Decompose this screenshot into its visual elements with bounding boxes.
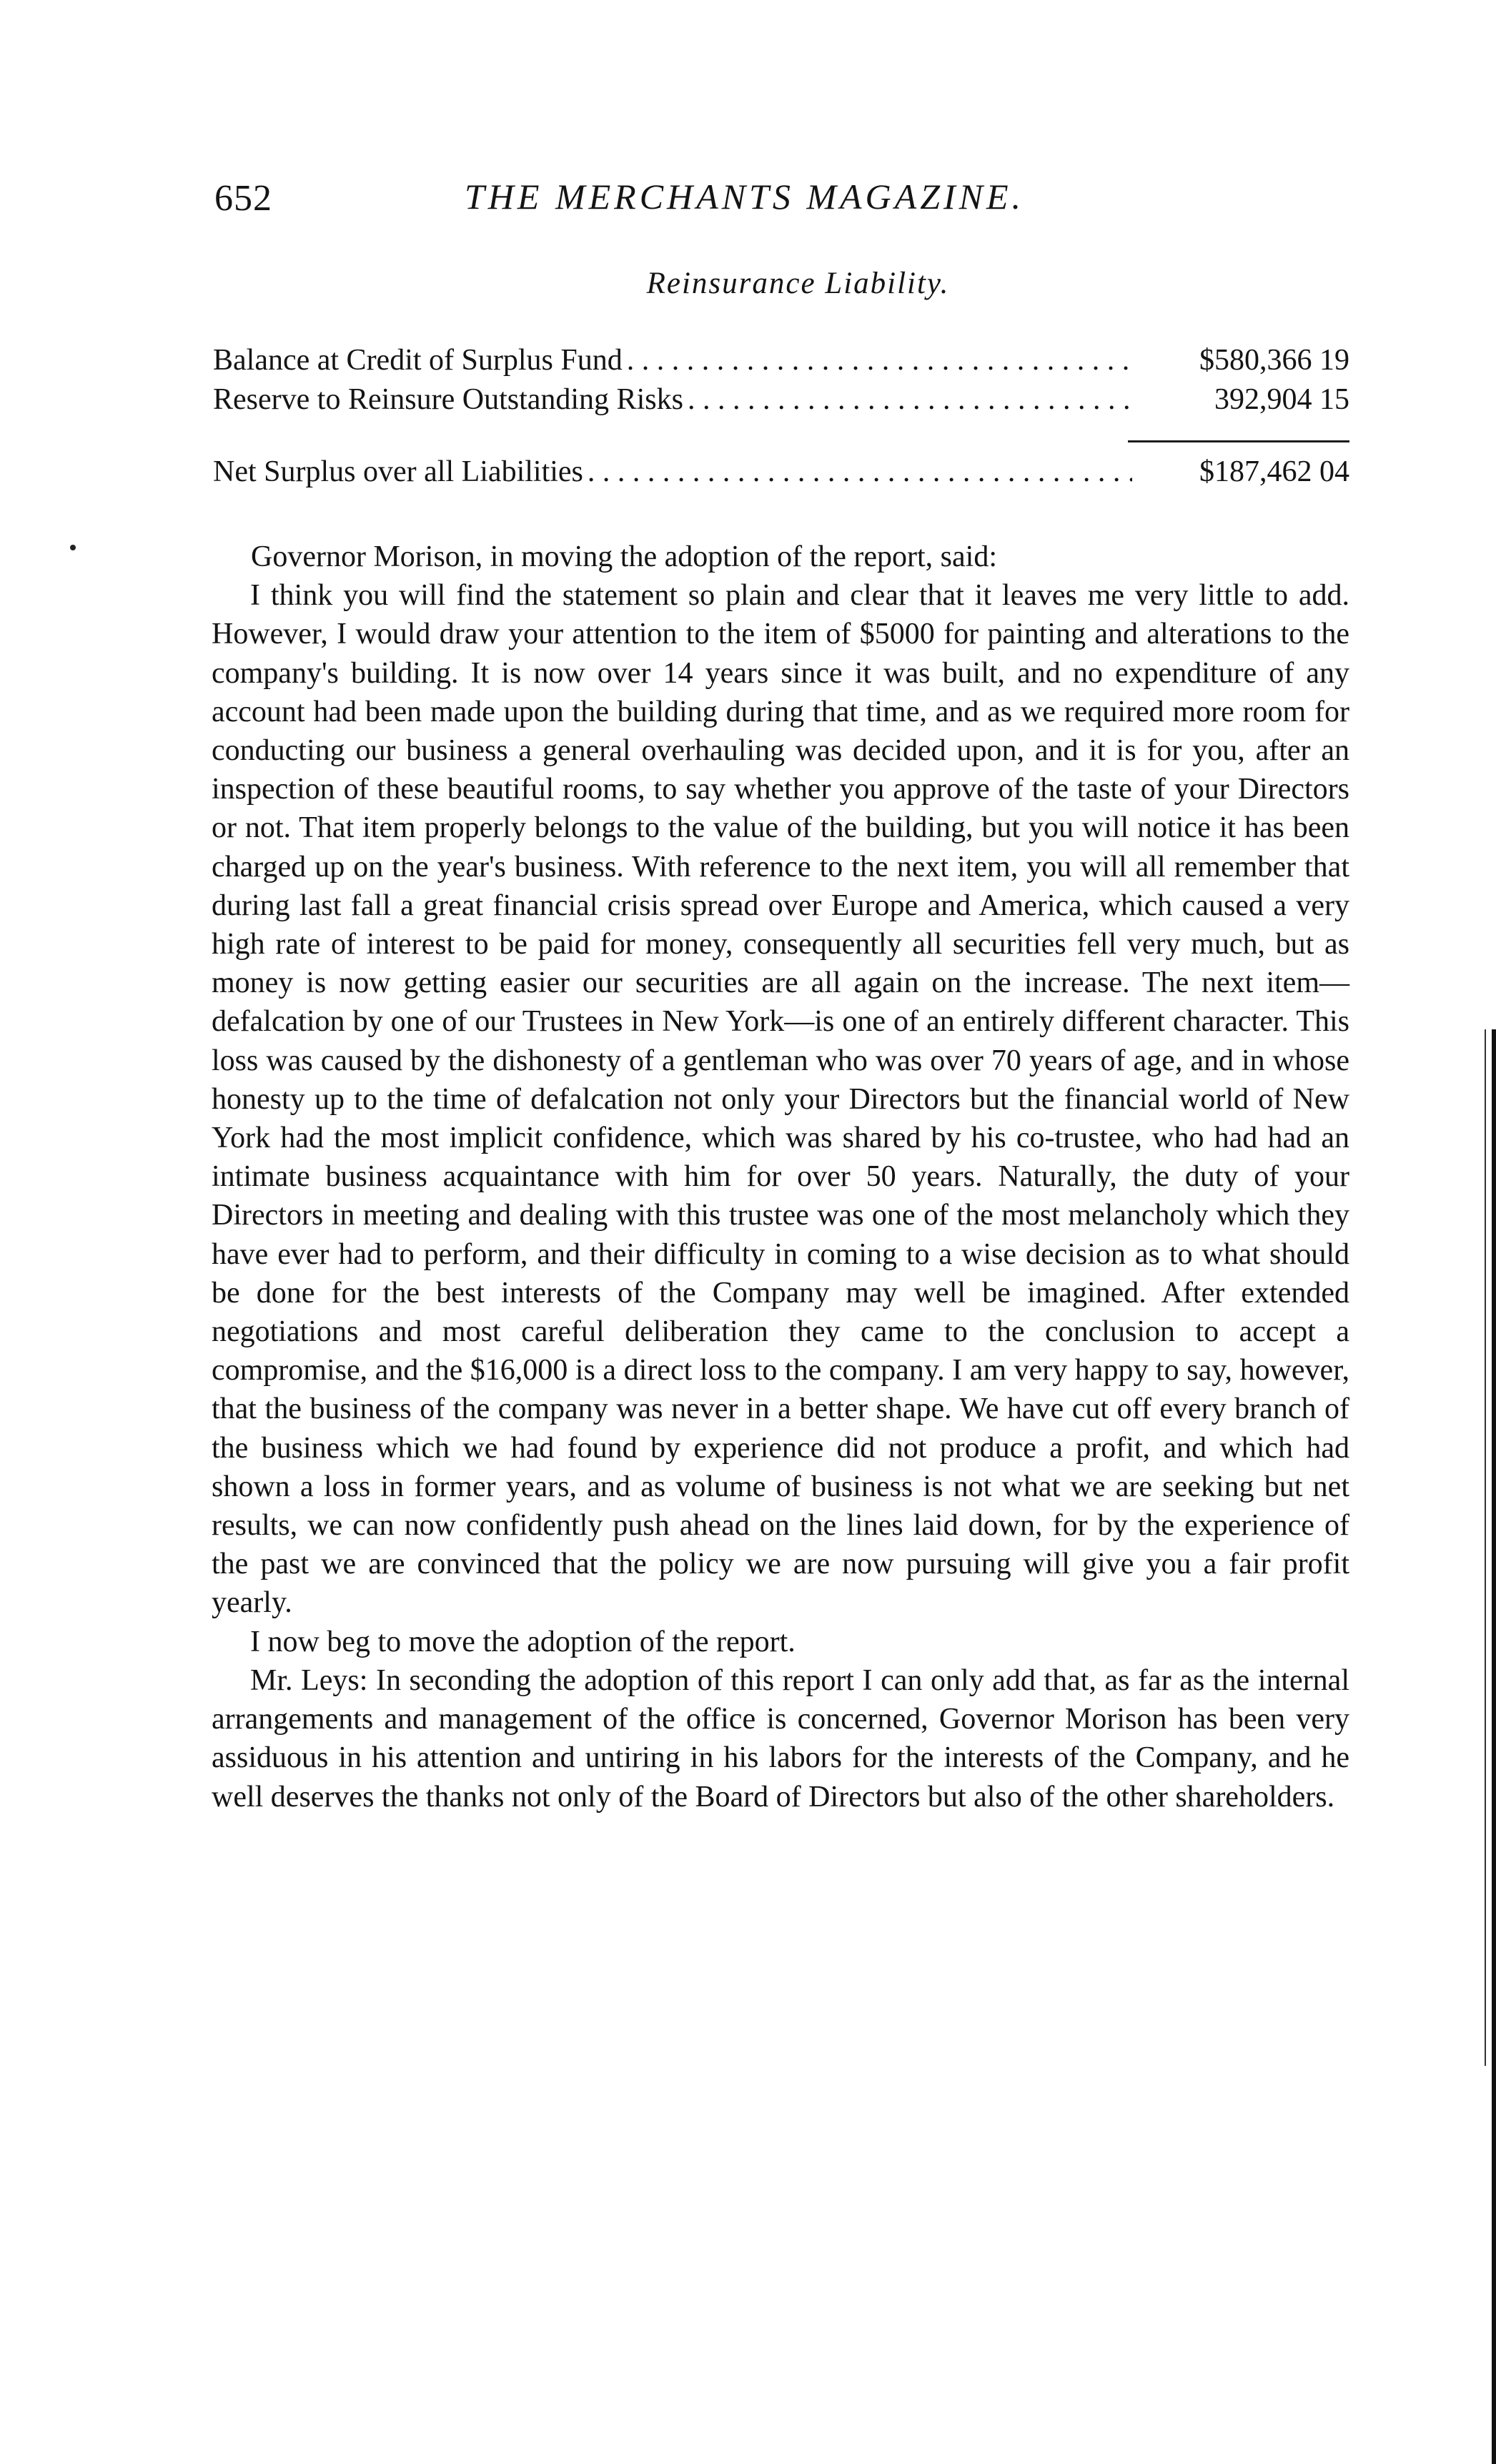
ledger-label: Balance at Credit of Surplus Fund [213, 344, 623, 377]
ledger-row-surplus-fund [213, 343, 1349, 383]
paragraph-introduction: Governor Morison, in moving the adoption of the report, said: [251, 540, 997, 573]
paragraph-mr-leys: Mr. Leys: In seconding the adoption of this report I can only add that, as far as the internal arrangements and management of the office is concerned, Governor Morison has been very assiduous in his attention and untiring in his labors for the interests of the Company, and he well deserves the thanks not only of the Board of Directors but also of the other shareholders. [212, 1663, 1349, 1814]
dot-leader [688, 382, 1132, 417]
dot-leader [627, 343, 1132, 377]
subtotal-rule [1128, 440, 1349, 442]
ledger-label: Net Surplus over all Liabilities [213, 455, 583, 488]
scan-speck [70, 545, 76, 550]
running-title: THE MERCHANTS MAGAZINE. [465, 177, 1025, 217]
article-body [212, 538, 1349, 1816]
paragraph-motion: I now beg to move the adoption of the report. [250, 1625, 796, 1658]
paragraph-governor-speech: I think you will find the statement so plain and clear that it leaves me very little to add. However, I would draw your attention to the item of $5000 for painting and alterations to the company's building. It is now over 14 years since it was built, and no expenditure of any account had been made upon the building during that time, and as we required more room for conducting our business a general overhauling was decided upon, and it is for you, after an inspection of these beautiful rooms, to say whether you approve of the taste of your Directors or not. That item properly belongs to the value of the building, but you will notice it has been charged up on the year's business. With reference to the next item, you will all remember that during last fall a great financial crisis spread over Europe and America, which caused a very high rate of interest to be paid for money, consequently all securities fell very much, but as money is now getting easier our securities are all again on the increase. The next item—defalcation by one of our Trustees in New York—is one of an entirely different character. This loss was caused by the dishonesty of a gentleman who was over 70 years of age, and in whose honesty up to the time of defalcation not only your Directors but the financial world of New York had the most implicit confidence, which was shared by his co-trustee, who had had an intimate business acquaintance with him for over 50 years. Naturally, the duty of your Directors in meeting and dealing with this trustee was one of the most melancholy which they have ever had to perform, and their difficulty in coming to a wise decision as to what should be done for the best interests of the Company may well be imagined. After extended negotiations and most careful deliberation they came to the conclusion to accept a compromise, and the $16,000 is a direct loss to the company. I am very happy to say, however, that the business of the company was never in a better shape. We have cut off every branch of the business which we had found by experience did not produce a profit, and which had shown a loss in former years, and as volume of business is not what we are seeking but net results, we can now confidently push ahead on the lines laid down, for by the experience of the past we are convinced that the policy we are now pursuing will give you a fair profit yearly. [212, 579, 1349, 1620]
ledger-amount: $580,366 19 [1199, 344, 1349, 377]
ledger-row-net-surplus [213, 455, 1349, 495]
ledger-label: Reserve to Reinsure Outstanding Risks [213, 383, 683, 416]
page-edge-shadow [1492, 1029, 1496, 2464]
page-number: 652 [214, 178, 272, 219]
page-edge-shadow-inner [1485, 1029, 1486, 2066]
section-heading: Reinsurance Liability. [646, 267, 950, 300]
ledger-row-reserve [213, 382, 1349, 422]
ledger-amount: 392,904 15 [1214, 383, 1349, 416]
dot-leader [588, 455, 1132, 489]
ledger-amount: $187,462 04 [1199, 455, 1349, 488]
